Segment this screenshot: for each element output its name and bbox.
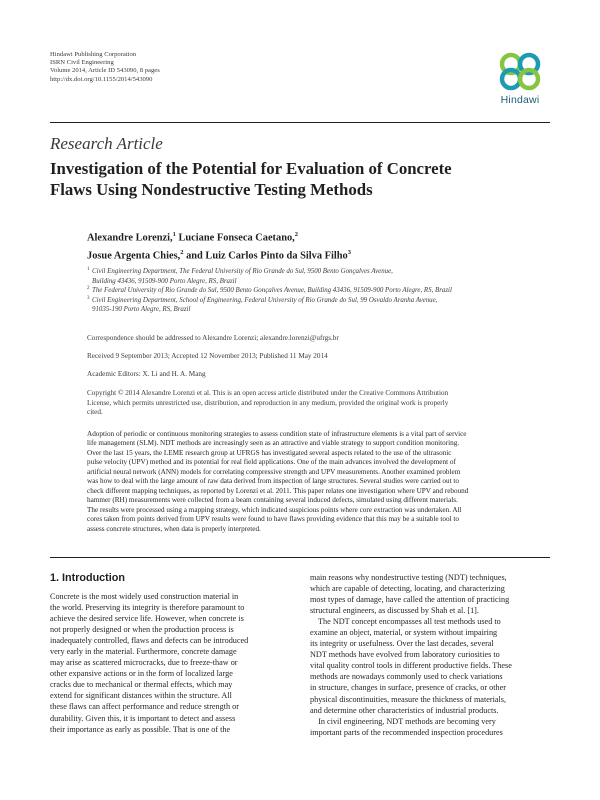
body-line: most types of damage, have called the attention of practicing [310, 595, 510, 605]
abstract-line: hammer (RH) measurements were collected from a beam containing several induced defects, simulated using different materials. [87, 496, 458, 505]
body-line: cracks due to mechanical or thermal effects, which may [50, 680, 233, 690]
body-line: their importance as early as possible. That is one of the [50, 724, 231, 734]
affiliation-number: 3 [87, 295, 90, 301]
copyright-notice [87, 389, 551, 418]
body-line: The NDT concept encompasses all test methods used to [310, 617, 501, 627]
author-line [87, 228, 351, 246]
abstract-line: was how to deal with the large amount of raw data derived from inspection of large structures. Several studies were carried out to [87, 477, 459, 486]
affiliation-text: Civil Engineering Department, The Federal University of Rio Grande do Sul, 9500 Bento Gonçalves Avenue, [92, 268, 393, 275]
abstract-line: cores taken from points derived from UPV results were found to have flaws providing evidence that this may be a suitable tool to [87, 515, 459, 524]
body-line: and determine other characteristics of industrial products. [310, 705, 499, 715]
body-line: NDT methods have evolved from laboratory curiosities to [310, 650, 500, 660]
author-list [87, 228, 351, 263]
body-line: other expansive actions or in the form of localized large [50, 669, 233, 679]
body-line: not properly designed or when the production process is [50, 625, 234, 635]
section-heading: 1. Introduction [50, 572, 125, 584]
affiliation-item [87, 286, 452, 296]
affiliation-number: 1 [87, 267, 90, 272]
title-line: Flaws Using Nondestructive Testing Methods [50, 180, 373, 199]
author-name: Alexandre Lorenzi, [87, 232, 173, 244]
volume-info: Volume 2014, Article ID 543090, 8 pages [50, 67, 160, 75]
abstract-line: Adoption of periodic or continuous monitoring strategies to assess condition state of infrastructure elements is a vital part of service [87, 430, 467, 438]
article-type: Research Article [50, 134, 163, 153]
affiliation-text: Civil Engineering Department, School of Engineering, Federal University of Rio Grande do Sul, 99 Osvaldo Aranha Avenue, [92, 296, 438, 304]
affiliation-text: The Federal University of Rio Grande do Sul, 9500 Bento Gonçalves Avenue, Building 43436, 91509-900 Porto Alegre, RS, Brazil [92, 287, 452, 295]
body-line: vital quality control tools in different productive fields. These [310, 661, 512, 671]
body-line: important parts of the recommended inspection procedures [310, 727, 503, 737]
body-line: In civil engineering, NDT methods are becoming very [310, 716, 496, 726]
abstract-line: pulse velocity (UPV) method and its potential for real field applications. One of the main advances involved the development of [87, 458, 456, 467]
author-name: and Luiz Carlos Pinto da Silva Filho [183, 250, 348, 262]
copyright-line: License, which permits unrestricted use, distribution, and reproduction in any medium, provided the original work is properly [87, 398, 449, 407]
affiliation-marker: 2 [294, 231, 299, 238]
abstract-line: Over the last 15 years, the LEME research group at UFRGS has investigated several aspects related to the use of the ultrasonic [87, 448, 452, 457]
copyright-line: Copyright © 2014 Alexandre Lorenzi et al. This is an open access article distributed under the Creative Commons Attribution [87, 389, 449, 397]
body-line: may arise as scattered microcracks, due to freeze-thaw or [50, 658, 238, 668]
abstract-line: artificial neural network (ANN) models for correlating compressive strength and UPV measurements. Another examined problem [87, 467, 461, 476]
author-name: Josue Argenta Chies, [87, 250, 181, 262]
body-line: durability. Given this, it is important to detect and assess [50, 713, 236, 723]
doi-link[interactable]: http://dx.doi.org/10.1155/2014/543090 [50, 75, 153, 83]
copyright-line: cited. [87, 408, 103, 417]
affiliation-marker: 2 [180, 248, 184, 256]
affiliation-marker: 3 [347, 248, 351, 256]
body-line: achieve the desired service life. However, when concrete is [50, 614, 244, 624]
affiliation-item [87, 296, 452, 315]
body-column-left [50, 591, 290, 735]
affiliation-number: 2 [87, 286, 90, 292]
body-line: extend for significant distances within the structure. All [50, 691, 232, 701]
body-line: in structure, changes in surface, presence of cracks, or other [310, 683, 506, 693]
abstract-line: life management (SLM). NDT methods are increasingly seen as an attractive and viable strategy to support condition monitoring. [87, 439, 460, 448]
body-line: very early in the material. Furthermore, concrete damage [50, 647, 237, 657]
abstract-line: The results were processed using a mapping strategy, which indicated suspicious points where core extraction was undertaken. All [87, 505, 462, 514]
affiliation-text: Building 43436, 91509-900 Porto Alegre, RS, Brazil [92, 277, 237, 285]
body-line: physical discontinuities, measure the thickness of materials, [310, 694, 506, 704]
author-line [87, 246, 351, 264]
correspondence: Correspondence should be addressed to Alexandre Lorenzi; alexandre.lorenzi@ufrgs.br [87, 334, 339, 342]
body-line: inadequately controlled, flaws and defects can be introduced [50, 636, 249, 646]
logo-wordmark: Hindawi [500, 94, 540, 106]
body-line: structural engineers, as discussed by Shah et al. [1]. [310, 606, 479, 616]
body-line: Concrete is the most widely used construction material in [50, 592, 239, 601]
body-line: main reasons why nondestructive testing (NDT) techniques, [310, 573, 507, 582]
affiliation-text: 91035-190 Porto Alegre, RS, Brazil [92, 306, 191, 314]
publisher-name: Hindawi Publishing Corporation [50, 51, 137, 58]
paper-title [50, 158, 550, 200]
affiliation-marker: 1 [172, 231, 176, 238]
body-line: these flaws can affect performance and reduce strength or [50, 702, 239, 712]
publication-dates: Received 9 September 2013; Accepted 12 November 2013; Published 11 May 2014 [87, 352, 328, 360]
affiliation-item [87, 267, 452, 286]
abstract-line: check different mapping techniques, as reported by Lorenzi et al. 2011. This paper relates one investigation where UPV and rebound [87, 486, 469, 495]
header-divider [50, 122, 550, 123]
body-line: which are capable of detecting, locating, and characterizing [310, 584, 505, 594]
hindawi-logo[interactable] [496, 48, 544, 106]
body-column-right [310, 572, 550, 738]
body-line: methods are nowadays commonly used to check variations [310, 672, 503, 682]
body-line: its integrity or usefulness. Over the last decades, several [310, 639, 494, 649]
title-line: Investigation of the Potential for Evaluation of Concrete [50, 159, 452, 178]
body-line: examine an object, material, or system without impairing [310, 628, 498, 638]
abstract [87, 430, 551, 534]
author-name: Luciane Fonseca Caetano, [175, 232, 295, 244]
hindawi-logo-icon [496, 48, 544, 94]
body-line: the world. Preserving its integrity is therefore paramount to [50, 603, 245, 613]
journal-name: ISRN Civil Engineering [50, 59, 114, 67]
abstract-line: assess concrete structures, when data is properly interpreted. [87, 524, 261, 533]
publication-info [50, 51, 160, 84]
abstract-divider [50, 557, 550, 558]
academic-editors: Academic Editors: X. Li and H. A. Mang [87, 370, 206, 378]
affiliations [87, 267, 452, 315]
